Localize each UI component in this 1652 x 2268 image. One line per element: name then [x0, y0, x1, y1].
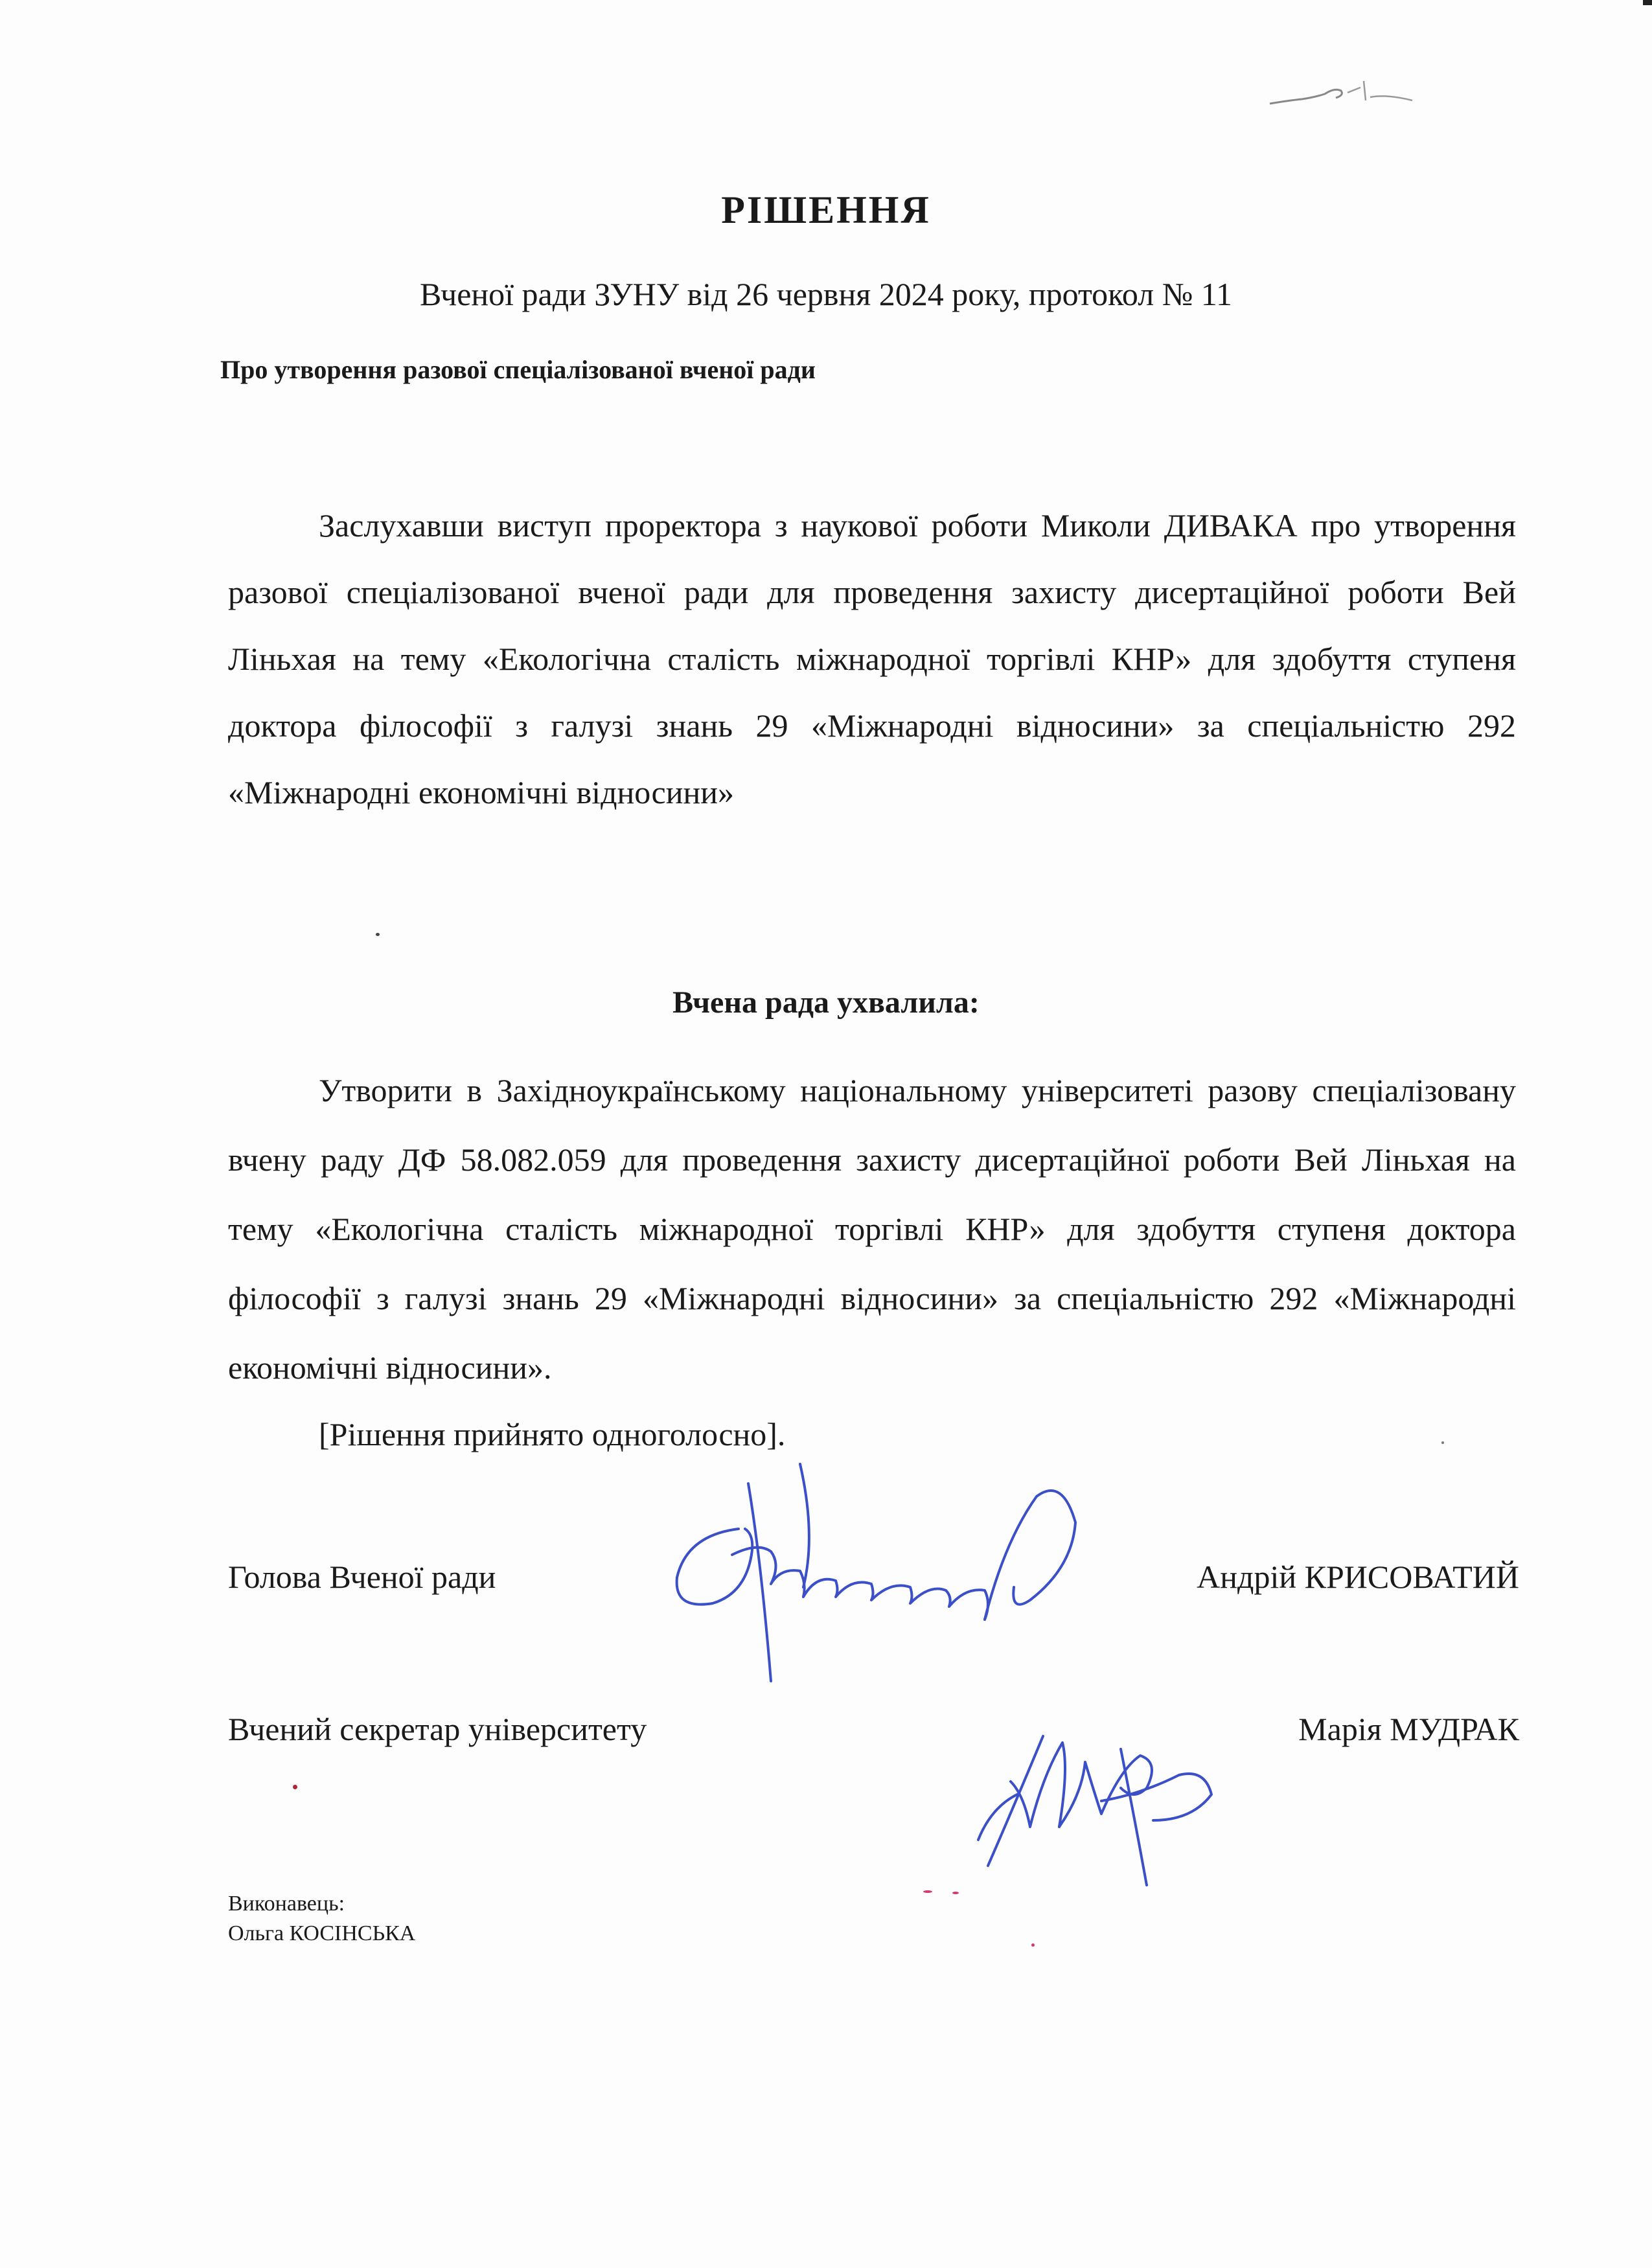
paragraph-decision: Утворити в Західноукраїнському національному університеті разову спеціалізовану вчену раду ДФ 58.082.059 для проведення захисту дисертаційної роботи Вей Ліньхая на тему «Екологічна сталість міжнародної торгівлі КНР» для здобуття ступеня доктора філософії з галузі знань 29 «Міжнародні відносини» за спеціальністю 292 «Міжнародні економічні відносини».	[228, 1072, 1516, 1386]
document-title: РІШЕННЯ	[721, 189, 931, 231]
margin-scribble	[1263, 68, 1419, 120]
corner-mark	[1643, 0, 1652, 5]
ink-speck	[923, 1890, 932, 1893]
chair-role: Голова Вченої ради	[228, 1559, 496, 1595]
ink-speck	[293, 1785, 297, 1789]
paragraph-hearing: Заслухавши виступ проректора з наукової роботи Миколи ДИВАКА про утворення разової спеціалізованої вченої ради для проведення захисту дисертаційної роботи Вей Ліньхая на тему «Екологічна сталість міжнародної торгівлі КНР» для здобуття ступеня доктора філософії з галузі знань 29 «Міжнародні відносини» за спеціальністю 292 «Міжнародні економічні відносини»	[228, 507, 1516, 810]
chair-signature	[641, 1458, 1121, 1697]
resolved-heading: Вчена рада ухвалила:	[672, 985, 980, 1020]
chair-name: Андрій КРИСОВАТИЙ	[1197, 1559, 1519, 1595]
ink-speck	[1031, 1943, 1035, 1947]
ink-speck	[1441, 1441, 1444, 1444]
ink-speck	[376, 933, 380, 936]
ink-speck	[952, 1892, 959, 1894]
secretary-name: Марія МУДРАК	[1298, 1711, 1519, 1747]
executor-name: Ольга КОСІНСЬКА	[228, 1921, 416, 1945]
document-subtitle: Вченої ради ЗУНУ від 26 червня 2024 року, протокол № 11	[419, 276, 1233, 312]
secretary-role: Вчений секретар університету	[228, 1711, 647, 1747]
secretary-signature	[972, 1697, 1250, 1892]
unanimous-note: [Рішення прийнято одноголосно].	[319, 1416, 786, 1452]
executor-label: Виконавець:	[228, 1892, 345, 1916]
document-topic: Про утворення разової спеціалізованої вченої ради	[220, 355, 816, 384]
